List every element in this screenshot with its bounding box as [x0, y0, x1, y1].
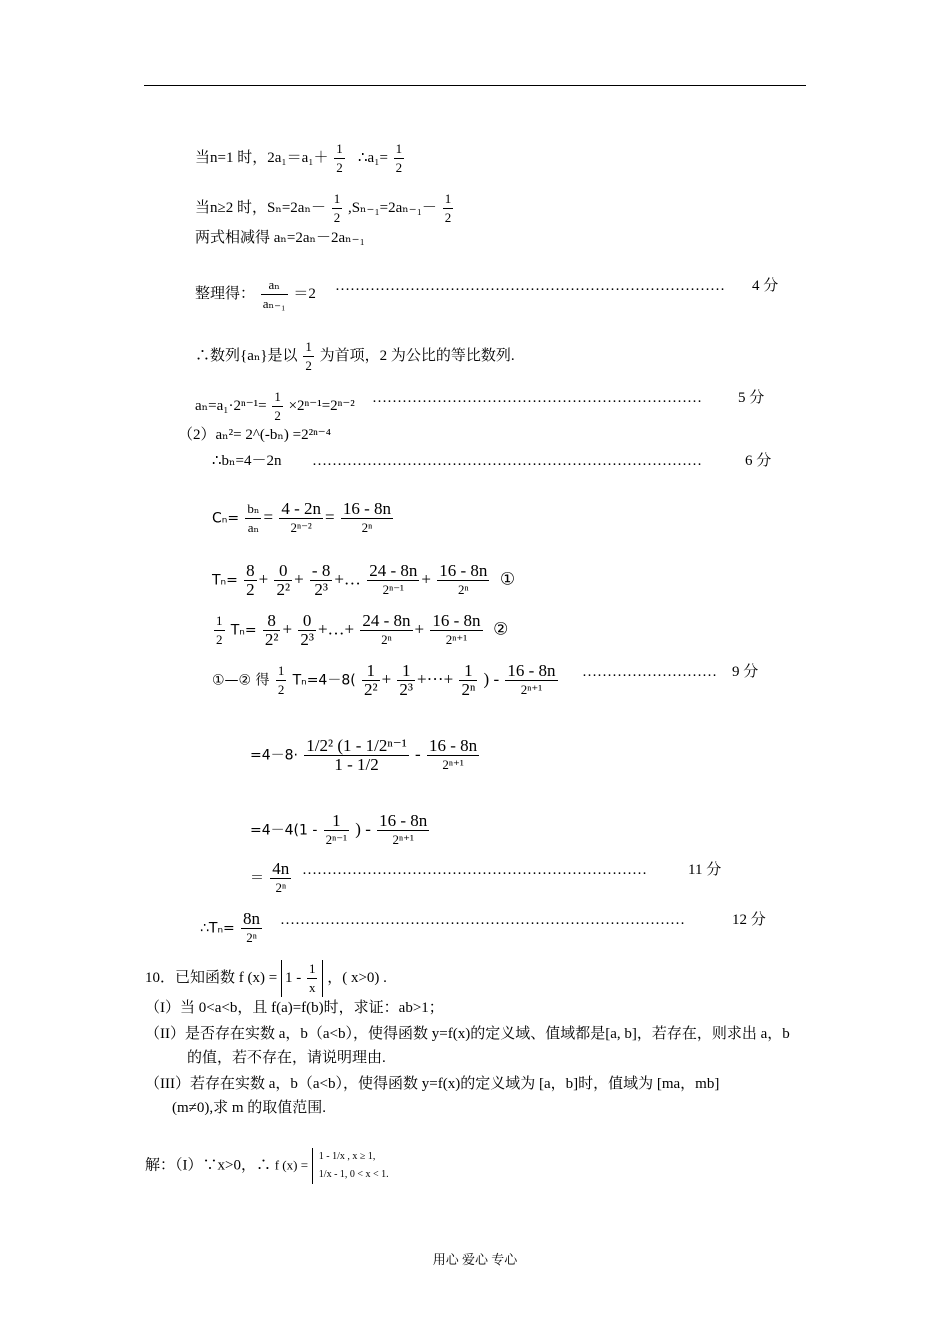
score-12: 12 分 — [732, 912, 766, 928]
question-3: （III）若存在实数 a，b（a<b），使得函数 y=f(x)的定义域为 [a，b]时，值域为 [ma，mb] — [145, 1076, 720, 1092]
line-half-tn: $\frac{1}{2}$ Tₙ= $\frac{8}{\text{2²}}$ + $\frac{0}{\text{2³}}$ +…+ 24 - 8n 2ⁿ + 16 - 8n 2ⁿ⁺¹ ② — [216, 611, 509, 649]
score-dots: ……………………… — [582, 664, 717, 680]
line-r3: ＝ 4n 2ⁿ — [250, 859, 290, 895]
fraction-half: $\frac{1}{2}$ — [216, 613, 223, 647]
fraction-half: $\frac{1}{2}$ — [336, 141, 343, 175]
score-11: 11 分 — [688, 862, 722, 878]
score-9: 9 分 — [732, 664, 759, 680]
line-geometric: ∴数列{aₙ}是以 $\frac{1}{2}$ 为首项，2 为公比的等比数列. — [195, 339, 515, 373]
line-tn: Tₙ= $\frac{8}{2}$ + $\frac{0}{\text{2²}}$ + $\frac{- 8}{\text{2³}}$ +… 24 - 8n 2ⁿ⁻¹ + 16 - 8n 2ⁿ ① — [212, 561, 516, 599]
line-ratio: 整理得： $\frac{\text{aₙ}}{\text{aₙ₋₁}}$ ＝2 — [195, 277, 316, 311]
fraction-half: $\frac{1}{2}$ — [395, 141, 403, 175]
score-dots: …………………………………………………………………… — [335, 278, 725, 294]
fraction-half: $\frac{1}{2}$ — [305, 339, 312, 373]
question-2: （II）是否存在实数 a，b（a<b），使得函数 y=f(x)的定义域、值域都是[a, b]，若存在，则求出 a，b — [145, 1026, 790, 1042]
line-cn: Cₙ= $\frac{\text{bₙ}}{\text{aₙ}}$ = 4 - 2n 2ⁿ⁻² = 16 - 8n 2ⁿ — [212, 499, 391, 535]
line-n2: 当n≥2 时，Sₙ=2aₙ－ $\frac{1}{2}$ ,Sₙ₋₁=2aₙ₋₁－ $\frac{1}{2}$ — [195, 191, 452, 225]
fraction-half: $\frac{1}{2}$ — [444, 191, 452, 225]
question-3-cont: (m≠0),求 m 的取值范围. — [172, 1100, 327, 1116]
score-dots: ………………………………………………………… — [372, 390, 702, 406]
fraction-half: $\frac{1}{2}$ — [277, 663, 285, 697]
question-1: （I）当 0<a<b，且 f(a)=f(b)时，求证：ab>1； — [145, 1000, 444, 1016]
line-bn: ∴bₙ=4－2n — [212, 453, 282, 469]
line-part2: （2）aₙ²= 2^(-bₙ) =2²ⁿ⁻⁴ — [178, 427, 331, 443]
piecewise-brace: 1 - 1/x , x ≥ 1, 1/x - 1, 0 < x < 1. — [312, 1148, 389, 1184]
line-subtract-tn: ①—② 得 $\frac{1}{2}$ Tₙ=4－8( $\frac{1}{\text{2²}}$ + $\frac{1}{\text{2³}}$ +···+ $\frac{1}{\text{2ⁿ}}$ ) - 16 - 8n 2ⁿ⁺¹ — [212, 661, 556, 699]
score-4: 4 分 — [752, 278, 779, 294]
fraction-half: $\frac{1}{2}$ — [274, 389, 281, 423]
problem-10-title: 10．已知函数 f (x) = 1 - $\frac{1}{x}$ ，( x>0) . — [145, 961, 387, 995]
score-dots: ……………………………………………………………………… — [280, 912, 685, 928]
score-5: 5 分 — [738, 390, 765, 406]
question-2-cont: 的值，若不存在，请说明理由. — [187, 1050, 386, 1066]
line-r1: =4－8· $\frac{\text{1/2² (1 - 1/2ⁿ⁻¹}}{1 - 1/2}$ - 16 - 8n 2ⁿ⁺¹ — [250, 736, 478, 774]
line-an: aₙ=a₁·2ⁿ⁻¹= $\frac{1}{2}$ ×2ⁿ⁻¹=2ⁿ⁻² — [195, 389, 355, 423]
line-r2: =4－4(1 - 1 2ⁿ⁻¹ ) - 16 - 8n 2ⁿ⁺¹ — [250, 811, 428, 847]
header-rule — [144, 85, 806, 86]
page-footer: 用心 爱心 专心 — [432, 1252, 518, 1267]
score-6: 6 分 — [745, 453, 772, 469]
line-tn-result: ∴Tₙ= 8n 2ⁿ — [200, 909, 261, 945]
line-subtract: 两式相减得 aₙ=2aₙ－2aₙ₋₁ — [195, 230, 365, 246]
score-dots: …………………………………………………………………… — [312, 453, 702, 469]
score-dots: …………………………………………………………… — [302, 862, 647, 878]
line-n1: 当n=1 时，2a₁＝a₁＋ $\frac{1}{2}$ ∴a₁= $\frac{1}{2}$ — [195, 141, 403, 175]
fraction-half: $\frac{1}{2}$ — [333, 191, 341, 225]
solution-line: 解：（I）∵x>0，∴ f (x) = 1 - 1/x , x ≥ 1, 1/x - 1, 0 < x < 1. — [145, 1148, 389, 1184]
